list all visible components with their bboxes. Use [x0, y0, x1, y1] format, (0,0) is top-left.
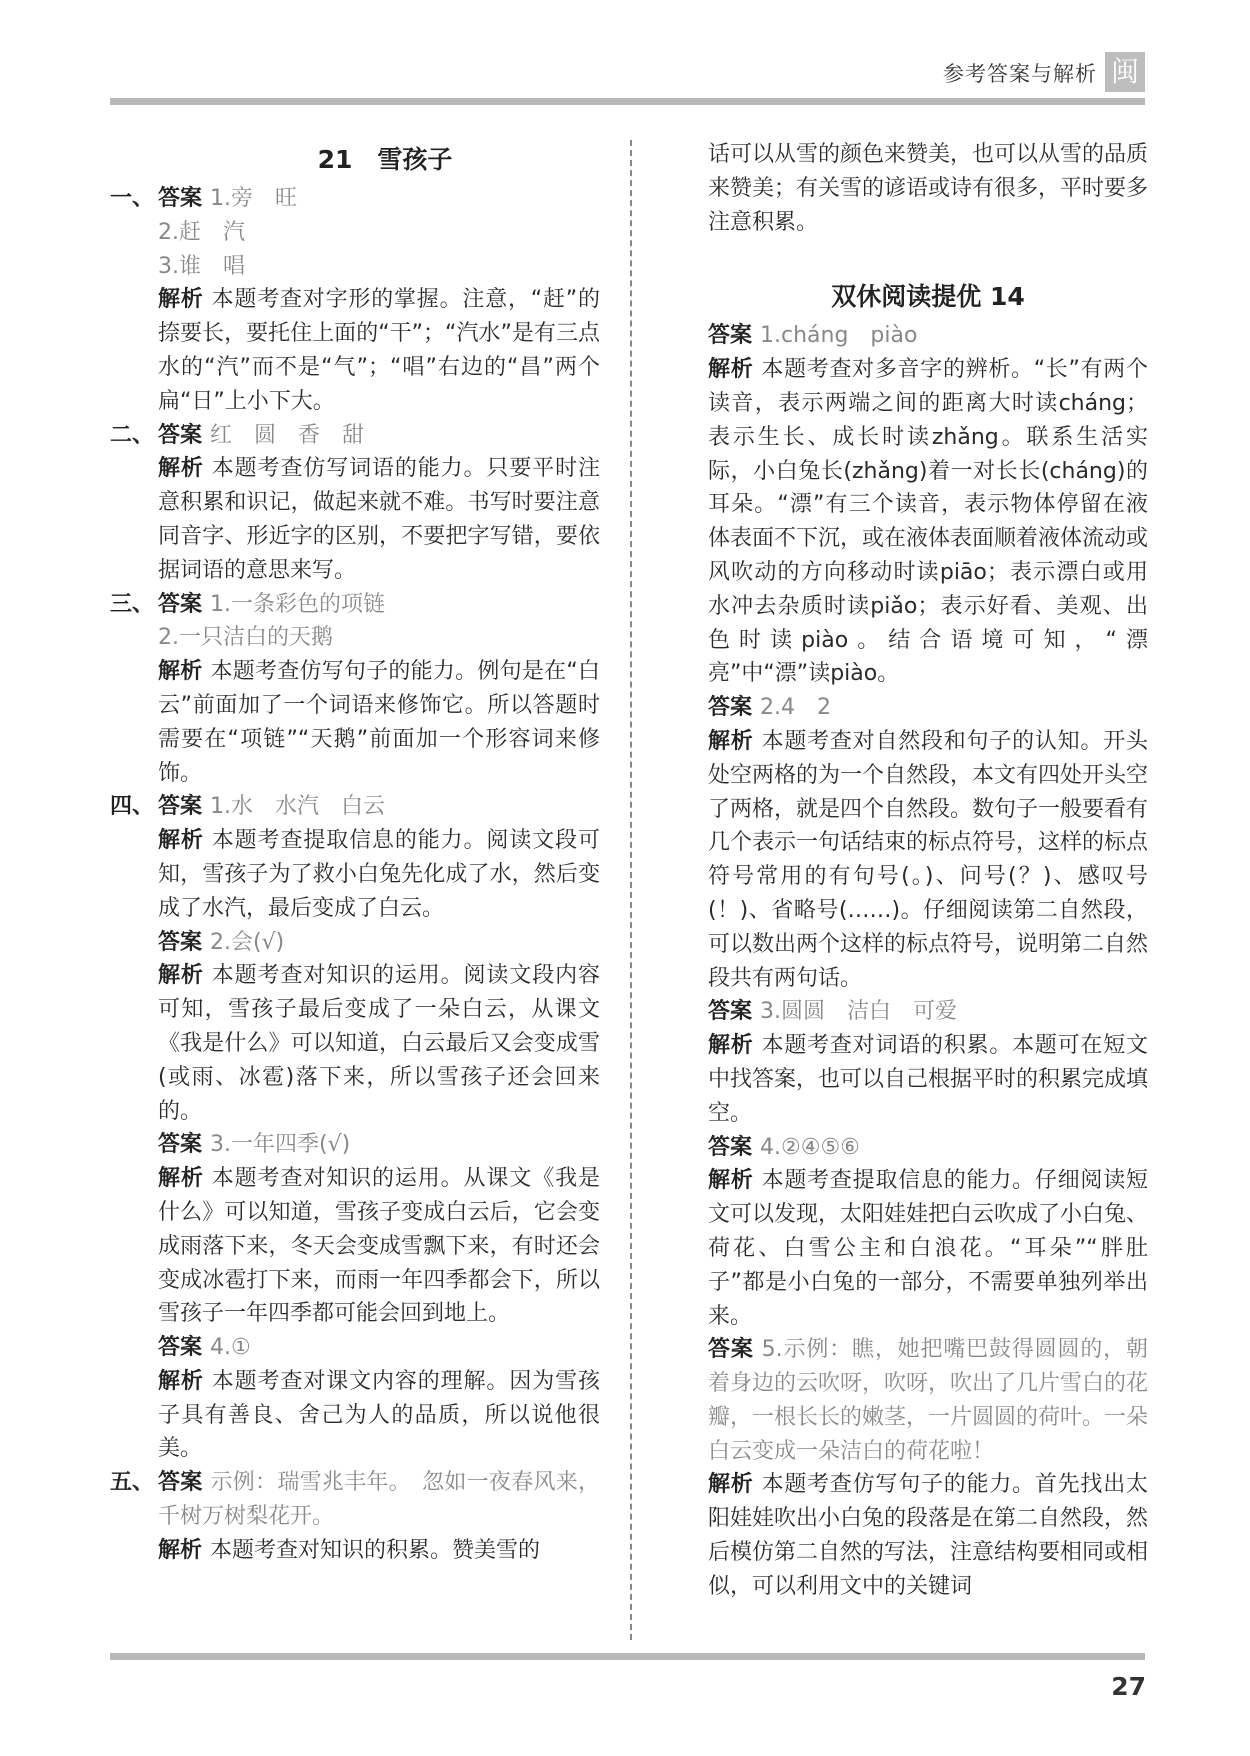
analysis [708, 1468, 1148, 1603]
item-answer [708, 319, 1148, 353]
analysis [110, 452, 600, 587]
analysis-text: 本题考查对词语的积累。本题可在短文中找答案，也可以自己根据平时的积累完成填空。 [708, 1033, 1149, 1126]
question-4 [110, 790, 600, 824]
analysis-label: 解析 [158, 287, 204, 313]
analysis-label: 解析 [708, 728, 754, 754]
analysis-text: 本题考查仿写句子的能力。例句是在“白云”前面加了一个词语来修饰它。所以答题时需要在“项链”“天鹅”前面加一个形容词来修饰。 [158, 659, 600, 786]
analysis-label: 解析 [708, 357, 754, 383]
analysis-label: 解析 [158, 828, 204, 854]
analysis-text: 本题考查对自然段和句子的认知。开头处空两格的为一个自然段，本文有四处开头空了两格，就是四个自然段。数句子一般要看有几个表示一句话结束的标点符号，这样的标点符号常用的有句号(。)、问号(？)、感叹号(！)、省略号(……)。仔细阅读第二自然段，可以数出两个这样的标点符号，说明第二自然段共有两句话。 [708, 728, 1149, 991]
analysis-text: 本题考查提取信息的能力。仔细阅读短文可以发现，太阳娃娃把白云吹成了小白兔、荷花、白雪公主和白浪花。“耳朵”“胖肚子”都是小白兔的一部分，不需要单独列举出来。 [708, 1168, 1149, 1329]
analysis-text: 本题考查对字形的掌握。注意，“赶”的捺要长，要托住上面的“干”；“汽水”是有三点水的“汽”而不是“气”；“唱”右边的“昌”两个扁“日”上小下大。 [158, 287, 600, 414]
item-answer [708, 1131, 1148, 1165]
analysis-text: 本题考查提取信息的能力。阅读文段可知，雪孩子为了救小白兔先化成了水，然后变成了水汽，最后变成了白云。 [158, 828, 600, 921]
item-answer [708, 691, 1148, 725]
answer-label: 答案 [158, 591, 203, 617]
sub-answer [110, 1128, 600, 1162]
answer-label: 答案 [708, 999, 753, 1025]
question-3 [110, 588, 600, 622]
answer-text: 5.示例：瞧，她把嘴巴鼓得圆圆的，朝着身边的云吹呀，吹呀，吹出了几片雪白的花瓣，一根长长的嫩茎，一片圆圆的荷叶。一朵白云变成一朵洁白的荷花啦！ [708, 1337, 1149, 1464]
analysis-label: 解析 [158, 456, 204, 482]
answer-text: 1.水 水汽 白云 [210, 794, 386, 820]
answer-label: 答案 [158, 1132, 203, 1158]
region-badge: 闽 [1105, 52, 1145, 92]
analysis [708, 725, 1148, 995]
analysis [110, 824, 600, 925]
analysis-text: 本题考查对知识的积累。赞美雪的 [210, 1537, 541, 1563]
answer-line: 3.谁 唱 [158, 253, 245, 279]
section-title: 双休阅读提优 14 [831, 282, 1025, 312]
answer-line: 2.赶 汽 [158, 219, 245, 245]
analysis-label: 解析 [158, 1368, 204, 1394]
analysis-label: 解析 [158, 1166, 204, 1192]
analysis-label: 解析 [158, 963, 204, 989]
analysis [110, 1534, 600, 1568]
answer-line: 2.一只洁白的天鹅 [158, 625, 333, 651]
analysis-label: 解析 [158, 1537, 203, 1563]
question-number: 五、 [110, 1470, 155, 1496]
answer-label: 答案 [158, 929, 203, 955]
answer-text: 2.会(√) [210, 929, 285, 955]
answer-text: 3.一年四季(√) [210, 1132, 351, 1158]
answer-label: 答案 [708, 695, 753, 721]
sub-answer [110, 926, 600, 960]
answer-label: 答案 [158, 1335, 203, 1361]
page-number: 27 [1111, 1672, 1146, 1701]
analysis-label: 解析 [158, 659, 203, 685]
answer-label: 答案 [158, 422, 203, 448]
analysis-text: 本题考查对知识的运用。阅读文段内容可知，雪孩子最后变成了一朵白云，从课文《我是什么》可以知道，白云最后又会变成雪(或雨、冰雹)落下来，所以雪孩子还会回来的。 [158, 963, 600, 1124]
right-column [708, 138, 1148, 1604]
analysis [110, 1162, 600, 1331]
analysis-label: 解析 [708, 1472, 754, 1498]
answer-text: 示例：瑞雪兆丰年。 忽如一夜春风来，千树万树梨花开。 [158, 1470, 600, 1530]
answer-text: 2.4 2 [760, 695, 832, 721]
answer-text: 1.cháng piào [760, 323, 918, 349]
answer-label: 答案 [708, 323, 753, 349]
question-number: 三、 [110, 591, 155, 617]
header-rule [110, 98, 1145, 105]
analysis [708, 1029, 1148, 1130]
analysis-text: 本题考查仿写句子的能力。首先找出太阳娃娃吹出小白兔的段落是在第二自然段，然后模仿第二自然的写法，注意结构要相同或相似，可以利用文中的关键词 [708, 1472, 1149, 1599]
analysis-text: 本题考查仿写词语的能力。只要平时注意积累和识记，做起来就不难。书写时要注意同音字、形近字的区别，不要把字写错，要依据词语的意思来写。 [158, 456, 600, 583]
answer-text: 4.① [210, 1335, 251, 1361]
left-column [110, 138, 600, 1568]
question-number: 二、 [110, 422, 155, 448]
analysis-label: 解析 [708, 1168, 754, 1194]
answer-text: 红 圆 香 甜 [210, 422, 365, 448]
analysis [708, 1164, 1148, 1333]
item-answer [708, 1333, 1148, 1468]
answer-label: 答案 [708, 1134, 753, 1160]
page-header [110, 46, 1145, 106]
analysis-label: 解析 [708, 1033, 754, 1059]
analysis [110, 959, 600, 1128]
question-1 [110, 182, 600, 216]
analysis [110, 283, 600, 418]
question-number: 一、 [110, 186, 155, 211]
analysis-text: 本题考查对知识的运用。从课文《我是什么》可以知道，雪孩子变成白云后，它会变成雨落下来，冬天会变成雪飘下来，有时还会变成冰雹打下来，而雨一年四季都会下，所以雪孩子一年四季都可能会回到地上。 [158, 1166, 600, 1327]
analysis-text: 本题考查对课文内容的理解。因为雪孩子具有善良、舍己为人的品质，所以说他很美。 [158, 1368, 600, 1462]
question-5 [110, 1466, 600, 1534]
section-title: 21 雪孩子 [317, 145, 453, 174]
analysis [708, 353, 1148, 691]
continued-analysis: 话可以从雪的颜色来赞美，也可以从雪的品质来赞美；有关雪的谚语或诗有很多，平时要多注意积累。 [708, 142, 1149, 235]
answer-label: 答案 [158, 186, 203, 211]
answer-label: 答案 [158, 1470, 203, 1496]
answer-label: 答案 [708, 1337, 754, 1363]
column-divider [630, 140, 632, 1640]
analysis [110, 1365, 600, 1466]
question-number: 四、 [110, 794, 155, 820]
analysis-text: 本题考查对多音字的辨析。“长”有两个读音，表示两端之间的距离大时读cháng；表示生长、成长时读zhǎng。联系生活实际，小白兔长(zhǎng)着一对长长(cháng)的耳朵。“漂”有三个读音，表示物体停留在液体表面不下沉，或在液体表面顺着液体流动或风吹动的方向移动时读piāo；表示漂白或用水冲去杂质时读piǎo；表示好看、美观、出色时读piào。结合语境可知，“漂亮”中“漂”读piào。 [708, 357, 1149, 687]
answer-text: 4.②④⑤⑥ [760, 1134, 860, 1160]
answer-text: 3.圆圆 洁白 可爱 [760, 999, 958, 1025]
answer-text: 1.一条彩色的项链 [210, 591, 386, 617]
header-title: 参考答案与解析 [943, 62, 1097, 86]
answer-text: 1.旁 旺 [210, 186, 298, 211]
item-answer [708, 995, 1148, 1029]
sub-answer [110, 1331, 600, 1365]
question-2 [110, 419, 600, 453]
footer-rule [110, 1653, 1145, 1660]
analysis [110, 655, 600, 790]
answer-label: 答案 [158, 794, 203, 820]
